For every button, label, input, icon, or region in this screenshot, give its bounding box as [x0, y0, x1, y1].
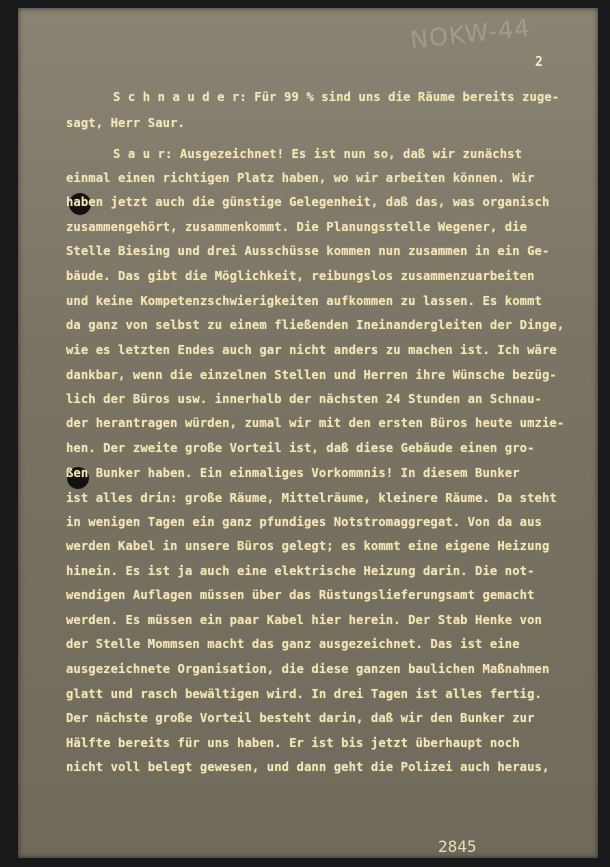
text-line: sagt, Herr Saur. — [66, 116, 185, 130]
text-line: dankbar, wenn die einzelnen Stellen und Herren ihre Wünsche bezüg- — [66, 368, 557, 382]
text-line: bäude. Das gibt die Möglichkeit, reibungslos zusammenzuarbeiten — [66, 269, 535, 283]
text-line: da ganz von selbst zu einem fließenden Ineinandergleiten der Dinge, — [66, 318, 565, 332]
text-line: wendigen Auflagen müssen über das Rüstungslieferungsamt gemacht — [66, 588, 535, 602]
document-page — [18, 8, 598, 858]
text-line: ßen Bunker haben. Ein einmaliges Vorkommnis! In diesem Bunker — [66, 466, 520, 480]
text-line: Der nächste große Vorteil besteht darin, daß wir den Bunker zur — [66, 711, 535, 725]
text-line: hen. Der zweite große Vorteil ist, daß diese Gebäude einen gro- — [66, 441, 535, 455]
text-line: nicht voll belegt gewesen, und dann geht die Polizei auch heraus, — [66, 760, 550, 774]
text-line: glatt und rasch bewältigen wird. In drei Tagen ist alles fertig. — [66, 687, 542, 701]
archive-stamp: NOKW-44 — [408, 13, 532, 55]
text-line: der Stelle Mommsen macht das ganz ausgezeichnet. Das ist eine — [66, 637, 520, 651]
text-line: zusammengehört, zusammenkommt. Die Planungsstelle Wegener, die — [66, 220, 528, 234]
text-line: S c h n a u d e r: Für 99 % sind uns die Räume bereits zuge- — [113, 90, 560, 104]
text-line: in wenigen Tagen ein ganz pfundiges Notstromaggregat. Von da aus — [66, 515, 542, 529]
text-line: und keine Kompetenzschwierigkeiten aufkommen zu lassen. Es kommt — [66, 294, 542, 308]
text-line: werden. Es müssen ein paar Kabel hier herein. Der Stab Henke von — [66, 613, 542, 627]
page-number: 2 — [535, 55, 543, 70]
text-line: werden Kabel in unsere Büros gelegt; es kommt eine eigene Heizung — [66, 539, 550, 553]
text-line: hinein. Es ist ja auch eine elektrische Heizung darin. Die not- — [66, 564, 535, 578]
text-line: Stelle Biesing und drei Ausschüsse kommen nun zusammen in ein Ge- — [66, 244, 550, 258]
text-line: ausgezeichnete Organisation, die diese ganzen baulichen Maßnahmen — [66, 662, 550, 676]
text-line: haben jetzt auch die günstige Gelegenheit, daß das, was organisch — [66, 195, 550, 209]
text-line: einmal einen richtigen Platz haben, wo wir arbeiten können. Wir — [66, 171, 535, 185]
text-line: S a u r: Ausgezeichnet! Es ist nun so, daß wir zunächst — [113, 147, 523, 161]
document-number: 2845 — [438, 837, 477, 856]
text-line: Hälfte bereits für uns haben. Er ist bis jetzt überhaupt noch — [66, 736, 520, 750]
text-line: ist alles drin: große Räume, Mittelräume, kleinere Räume. Da steht — [66, 491, 557, 505]
text-line: wie es letzten Endes auch gar nicht anders zu machen ist. Ich wäre — [66, 343, 557, 357]
text-line: lich der Büros usw. innerhalb der nächsten 24 Stunden an Schnau- — [66, 392, 542, 406]
text-line: der herantragen würden, zumal wir mit den ersten Büros heute umzie- — [66, 416, 565, 430]
